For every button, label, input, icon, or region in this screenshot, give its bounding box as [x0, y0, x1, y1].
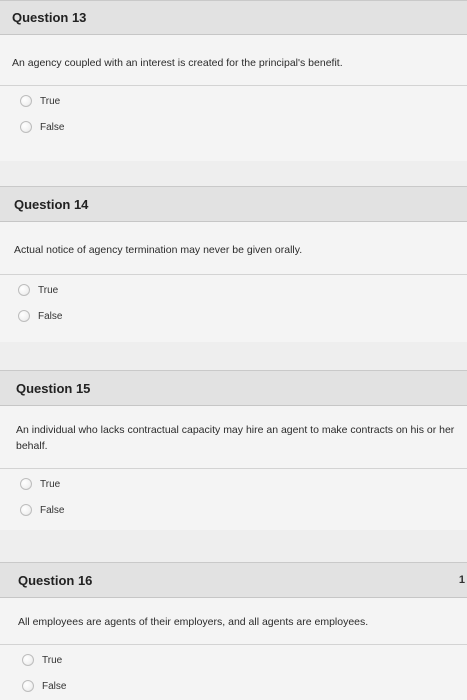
question-text: An agency coupled with an interest is created for the principal's benefit.	[12, 57, 343, 69]
option-true[interactable]	[20, 88, 467, 114]
option-label: True	[40, 478, 61, 490]
option-false[interactable]	[22, 673, 467, 699]
question-13	[0, 0, 467, 161]
question-points: 1	[458, 574, 465, 586]
question-title: Question 14	[14, 196, 89, 212]
radio-button[interactable]	[20, 478, 32, 490]
question-header	[0, 370, 467, 406]
question-text: Actual notice of agency termination may never be given orally.	[14, 244, 303, 256]
question-header	[0, 186, 467, 222]
question-header	[0, 562, 467, 598]
question-text: All employees are agents of their employers, and all agents are employees.	[18, 616, 369, 628]
option-false[interactable]	[20, 497, 467, 523]
question-body	[0, 222, 467, 342]
radio-button[interactable]	[18, 310, 30, 322]
question-header	[0, 0, 467, 35]
option-true[interactable]	[18, 277, 467, 303]
question-body	[0, 35, 467, 161]
radio-button[interactable]	[20, 121, 32, 133]
option-label: False	[40, 121, 65, 133]
option-label: False	[40, 504, 65, 516]
question-body	[0, 598, 467, 700]
radio-button[interactable]	[22, 680, 34, 692]
question-text: An individual who lacks contractual capacity may hire an agent to make contracts on his or her behalf.	[16, 424, 455, 452]
option-label: False	[42, 680, 67, 692]
spacer	[0, 530, 467, 562]
question-title: Question 16	[18, 572, 93, 588]
option-false[interactable]	[20, 114, 467, 140]
option-label: True	[38, 284, 59, 296]
question-14	[0, 186, 467, 342]
question-16	[0, 562, 467, 700]
option-label: True	[42, 654, 63, 666]
question-title: Question 13	[12, 10, 87, 25]
question-title: Question 15	[16, 380, 91, 396]
option-true[interactable]	[22, 647, 467, 673]
radio-button[interactable]	[20, 95, 32, 107]
option-true[interactable]	[20, 471, 467, 497]
option-label: True	[40, 95, 61, 107]
spacer	[0, 342, 467, 370]
option-false[interactable]	[18, 303, 467, 329]
option-label: False	[38, 310, 63, 322]
radio-button[interactable]	[22, 654, 34, 666]
radio-button[interactable]	[20, 504, 32, 516]
spacer	[0, 161, 467, 186]
radio-button[interactable]	[18, 284, 30, 296]
